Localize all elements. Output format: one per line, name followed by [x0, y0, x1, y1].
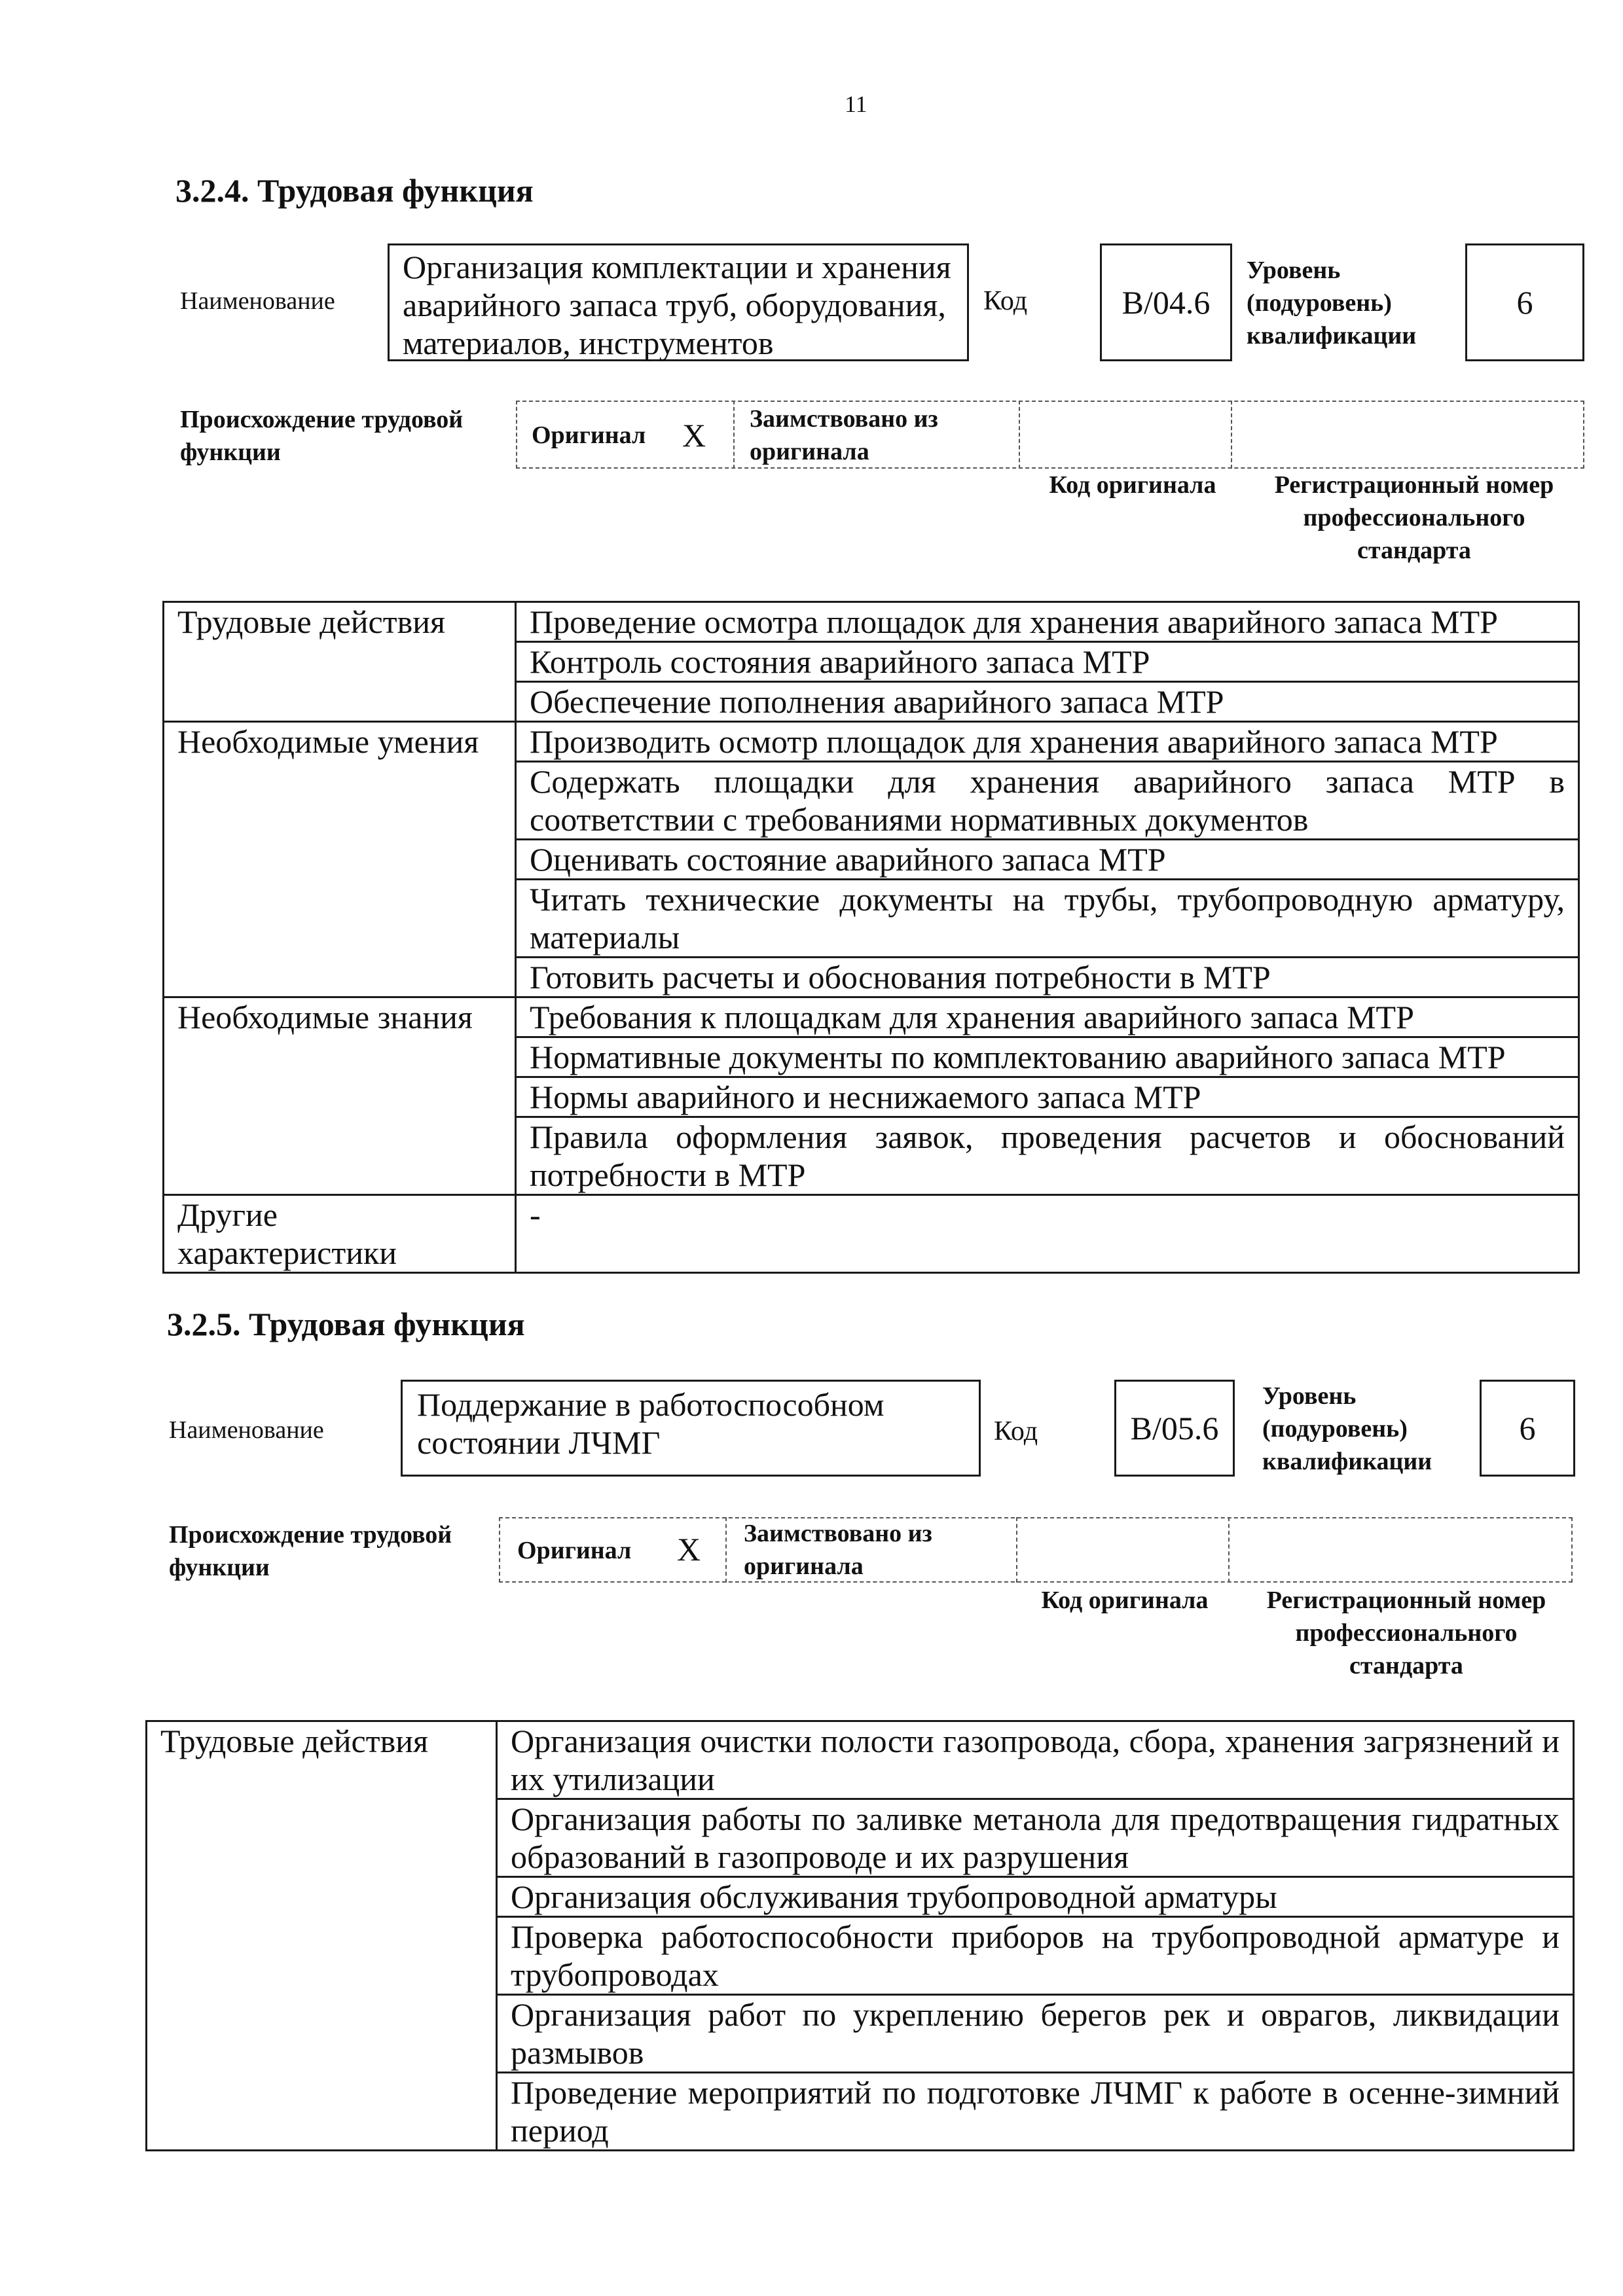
level-value: 6 [1519, 1410, 1536, 1446]
row-category: Необходимые умения [164, 722, 516, 997]
row-item: Проверка работоспособности приборов на трубопроводной арматуре и трубопроводах [497, 1917, 1574, 1995]
reg-number-caption: Регистрационный номер профессионального стандарта [1274, 471, 1554, 564]
function-name: Поддержание в работоспособном состоянии ЛЧМГ [417, 1386, 884, 1461]
row-item: Организация очистки полости газопровода, сбора, хранения загрязнений и их утилизации [497, 1721, 1574, 1799]
level-value: 6 [1516, 284, 1533, 321]
row-category: Трудовые действия [147, 1721, 497, 2151]
row-item: Нормы аварийного и неснижаемого запаса МТР [516, 1077, 1579, 1117]
origin-label: Происхождение трудовой функции [169, 1521, 452, 1581]
row-item: Читать технические документы на трубы, трубопроводную арматуру, материалы [516, 880, 1579, 958]
original-mark: X [677, 1531, 701, 1568]
row-item: Организация обслуживания трубопроводной арматуры [497, 1877, 1574, 1917]
code-label: Код [983, 286, 1028, 316]
row-item: Обеспечение пополнения аварийного запаса МТР [516, 682, 1579, 722]
original-mark: X [682, 417, 706, 454]
row-item: Организация работ по укреплению берегов рек и оврагов, ликвидации размывов [497, 1995, 1574, 2073]
original-label: Оригинал [517, 1537, 632, 1564]
level-box [1465, 243, 1584, 361]
origin-label: Происхождение трудовой функции [180, 406, 464, 466]
section-title: 3.2.5. Трудовая функция [167, 1306, 525, 1342]
function-name: Организация комплектации и хранения аварийного запаса труб, оборудования, материалов, инструментов [403, 249, 951, 361]
qualification-label: Уровень (подуровень) квалификации [1247, 257, 1417, 350]
row-item: Требования к площадкам для хранения аварийного запаса МТР [516, 997, 1579, 1037]
row-item: Проведение осмотра площадок для хранения аварийного запаса МТР [516, 602, 1579, 642]
borrowed-label: Заимствовано из оригинала [744, 1520, 932, 1580]
level-box [1480, 1380, 1575, 1477]
section-title: 3.2.4. Трудовая функция [175, 172, 534, 209]
original-label: Оригинал [532, 422, 646, 449]
code-value: B/04.6 [1122, 284, 1211, 321]
borrowed-label: Заимствовано из оригинала [750, 405, 938, 465]
row-item: Нормативные документы по комплектованию аварийного запаса МТР [516, 1037, 1579, 1077]
code-label: Код [994, 1416, 1038, 1446]
qualification-label: Уровень (подуровень) квалификации [1262, 1382, 1432, 1475]
page-number: 11 [845, 91, 867, 117]
row-item: Оценивать состояние аварийного запаса МТР [516, 840, 1579, 880]
row-item: - [516, 1195, 1579, 1273]
row-item: Содержать площадки для хранения аварийного запаса МТР в соответствии с требованиями нормативных документов [516, 762, 1579, 840]
row-item: Производить осмотр площадок для хранения аварийного запаса МТР [516, 722, 1579, 762]
origin-grid [516, 401, 1584, 469]
code-box [1100, 243, 1232, 361]
function-table-324 [162, 601, 1580, 1274]
code-value: B/05.6 [1130, 1410, 1219, 1446]
code-original-caption: Код оригинала [1041, 1587, 1209, 1614]
row-category: Трудовые действия [164, 602, 516, 722]
row-category: Необходимые знания [164, 997, 516, 1195]
origin-grid [499, 1517, 1573, 1583]
function-table-325 [145, 1720, 1575, 2151]
name-label: Наименование [180, 287, 335, 315]
name-label: Наименование [169, 1416, 324, 1444]
row-category: Другие характеристики [164, 1195, 516, 1273]
row-item: Контроль состояния аварийного запаса МТР [516, 642, 1579, 682]
row-item: Организация работы по заливке метанола для предотвращения гидратных образований в газопроводе и их разрушения [497, 1799, 1574, 1877]
function-name-box [388, 243, 969, 361]
row-item: Проведение мероприятий по подготовке ЛЧМГ к работе в осенне-зимний период [497, 2073, 1574, 2151]
code-original-caption: Код оригинала [1049, 471, 1216, 499]
function-name-box [401, 1380, 981, 1477]
row-item: Готовить расчеты и обоснования потребности в МТР [516, 958, 1579, 997]
code-box [1114, 1380, 1235, 1477]
row-item: Правила оформления заявок, проведения расчетов и обоснований потребности в МТР [516, 1117, 1579, 1195]
reg-number-caption: Регистрационный номер профессионального стандарта [1266, 1587, 1546, 1679]
